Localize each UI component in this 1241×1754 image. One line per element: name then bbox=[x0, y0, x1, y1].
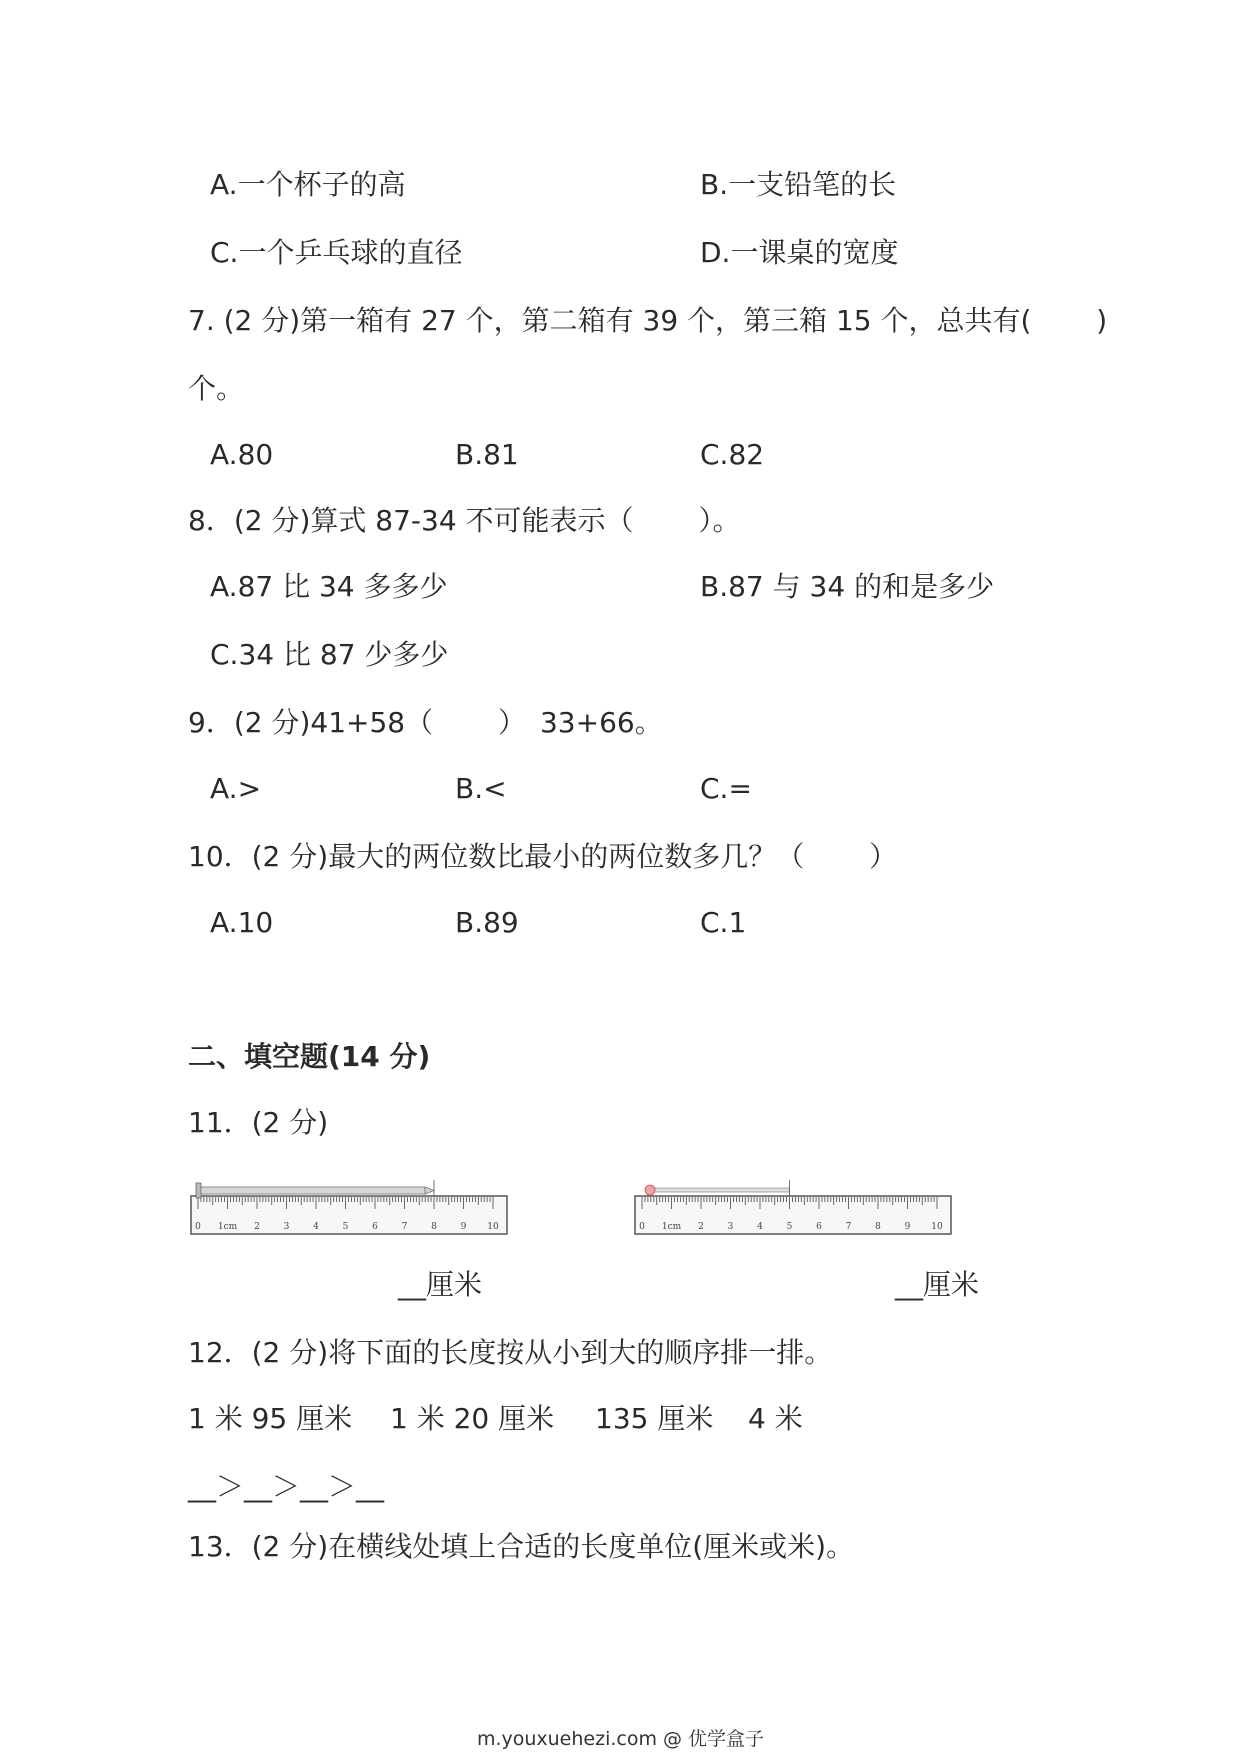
ruler-tick-label: 0 bbox=[639, 1222, 645, 1232]
ruler-tick-label: 3 bbox=[283, 1222, 290, 1232]
q12-item-1: 1 米 95 厘米 bbox=[188, 1402, 353, 1435]
ruler-tick-label: 6 bbox=[372, 1222, 378, 1232]
q10-text: 10．(2 分)最大的两位数比最小的两位数多几？（ ） bbox=[188, 840, 898, 873]
footer-watermark: m.youxuehezi.com @ 优学盒子 bbox=[476, 1728, 765, 1750]
ruler-tick-label: 9 bbox=[904, 1222, 911, 1232]
q12-answer-blanks: __＞__＞__＞__ bbox=[188, 1470, 385, 1503]
q6-option-b: B.一支铅笔的长 bbox=[700, 168, 897, 201]
ruler-tick-label: 7 bbox=[845, 1222, 852, 1232]
ruler-tick-label: 5 bbox=[786, 1222, 793, 1232]
ruler-tick-label: 4 bbox=[313, 1222, 319, 1232]
ruler-tick-label: 0 bbox=[195, 1222, 201, 1232]
q7-option-b: B.81 bbox=[455, 438, 519, 471]
ruler-tick-label: 4 bbox=[757, 1222, 763, 1232]
ruler-tick-label: 1cm bbox=[661, 1222, 682, 1232]
q9-option-b: B.< bbox=[455, 772, 507, 805]
nail-tip bbox=[425, 1187, 434, 1194]
ruler-body bbox=[635, 1196, 951, 1234]
q6-option-c: C.一个乒乓球的直径 bbox=[210, 236, 463, 269]
q6-option-d: D.一课桌的宽度 bbox=[700, 236, 899, 269]
q6-option-a: A.一个杯子的高 bbox=[210, 168, 406, 201]
q8-option-a: A.87 比 34 多多少 bbox=[210, 570, 448, 603]
q13-text: 13．(2 分)在横线处填上合适的长度单位(厘米或米)。 bbox=[188, 1530, 855, 1563]
q7-text-cont: 个。 bbox=[188, 372, 245, 405]
q8-option-b: B.87 与 34 的和是多少 bbox=[700, 570, 995, 603]
ruler-tick-label: 3 bbox=[727, 1222, 734, 1232]
pin-head bbox=[645, 1185, 655, 1195]
nail-shaft bbox=[201, 1187, 425, 1194]
q9-option-c: C.= bbox=[700, 772, 752, 805]
pin-ruler-figure bbox=[634, 1168, 954, 1236]
q10-option-c: C.1 bbox=[700, 906, 747, 939]
q7-option-c: C.82 bbox=[700, 438, 765, 471]
q12-text: 12．(2 分)将下面的长度按从小到大的顺序排一排。 bbox=[188, 1336, 833, 1369]
q12-item-2: 1 米 20 厘米 bbox=[390, 1402, 555, 1435]
pin-shaft bbox=[650, 1188, 790, 1192]
ruler-tick-label: 2 bbox=[254, 1222, 260, 1232]
ruler-tick-label: 2 bbox=[698, 1222, 704, 1232]
ruler-tick-label: 5 bbox=[342, 1222, 349, 1232]
q9-text: 9．(2 分)41+58（ ） 33+66。 bbox=[188, 706, 663, 739]
q12-item-4: 4 米 bbox=[748, 1402, 803, 1435]
ruler-tick-label: 8 bbox=[431, 1222, 437, 1232]
ruler-tick-label: 8 bbox=[875, 1222, 881, 1232]
nail-ruler-figure bbox=[190, 1168, 510, 1236]
ruler-tick-label: 9 bbox=[460, 1222, 467, 1232]
ruler-tick-label: 10 bbox=[931, 1222, 943, 1232]
q8-text: 8．(2 分)算式 87-34 不可能表示（ ）。 bbox=[188, 504, 741, 537]
q11-blank-1: __厘米 bbox=[398, 1268, 483, 1301]
ruler-tick-label: 1cm bbox=[217, 1222, 238, 1232]
ruler-tick-label: 10 bbox=[487, 1222, 499, 1232]
q11-blank-2: __厘米 bbox=[895, 1268, 980, 1301]
ruler-tick-label: 6 bbox=[816, 1222, 822, 1232]
q8-option-c: C.34 比 87 少多少 bbox=[210, 638, 449, 671]
ruler-with-pin bbox=[634, 1168, 954, 1236]
nail-head bbox=[196, 1183, 201, 1198]
section-heading: 二、填空题(14 分) bbox=[188, 1040, 431, 1073]
q7-text: 7. (2 分)第一箱有 27 个，第二箱有 39 个，第三箱 15 个，总共有( ) bbox=[188, 304, 1108, 337]
ruler-body bbox=[191, 1196, 507, 1234]
ruler-tick-label: 7 bbox=[401, 1222, 408, 1232]
q12-item-3: 135 厘米 bbox=[595, 1402, 714, 1435]
ruler-with-nail bbox=[190, 1168, 510, 1236]
q10-option-b: B.89 bbox=[455, 906, 519, 939]
q10-option-a: A.10 bbox=[210, 906, 274, 939]
q9-option-a: A.> bbox=[210, 772, 262, 805]
q7-option-a: A.80 bbox=[210, 438, 274, 471]
q11-text: 11．(2 分) bbox=[188, 1106, 329, 1139]
